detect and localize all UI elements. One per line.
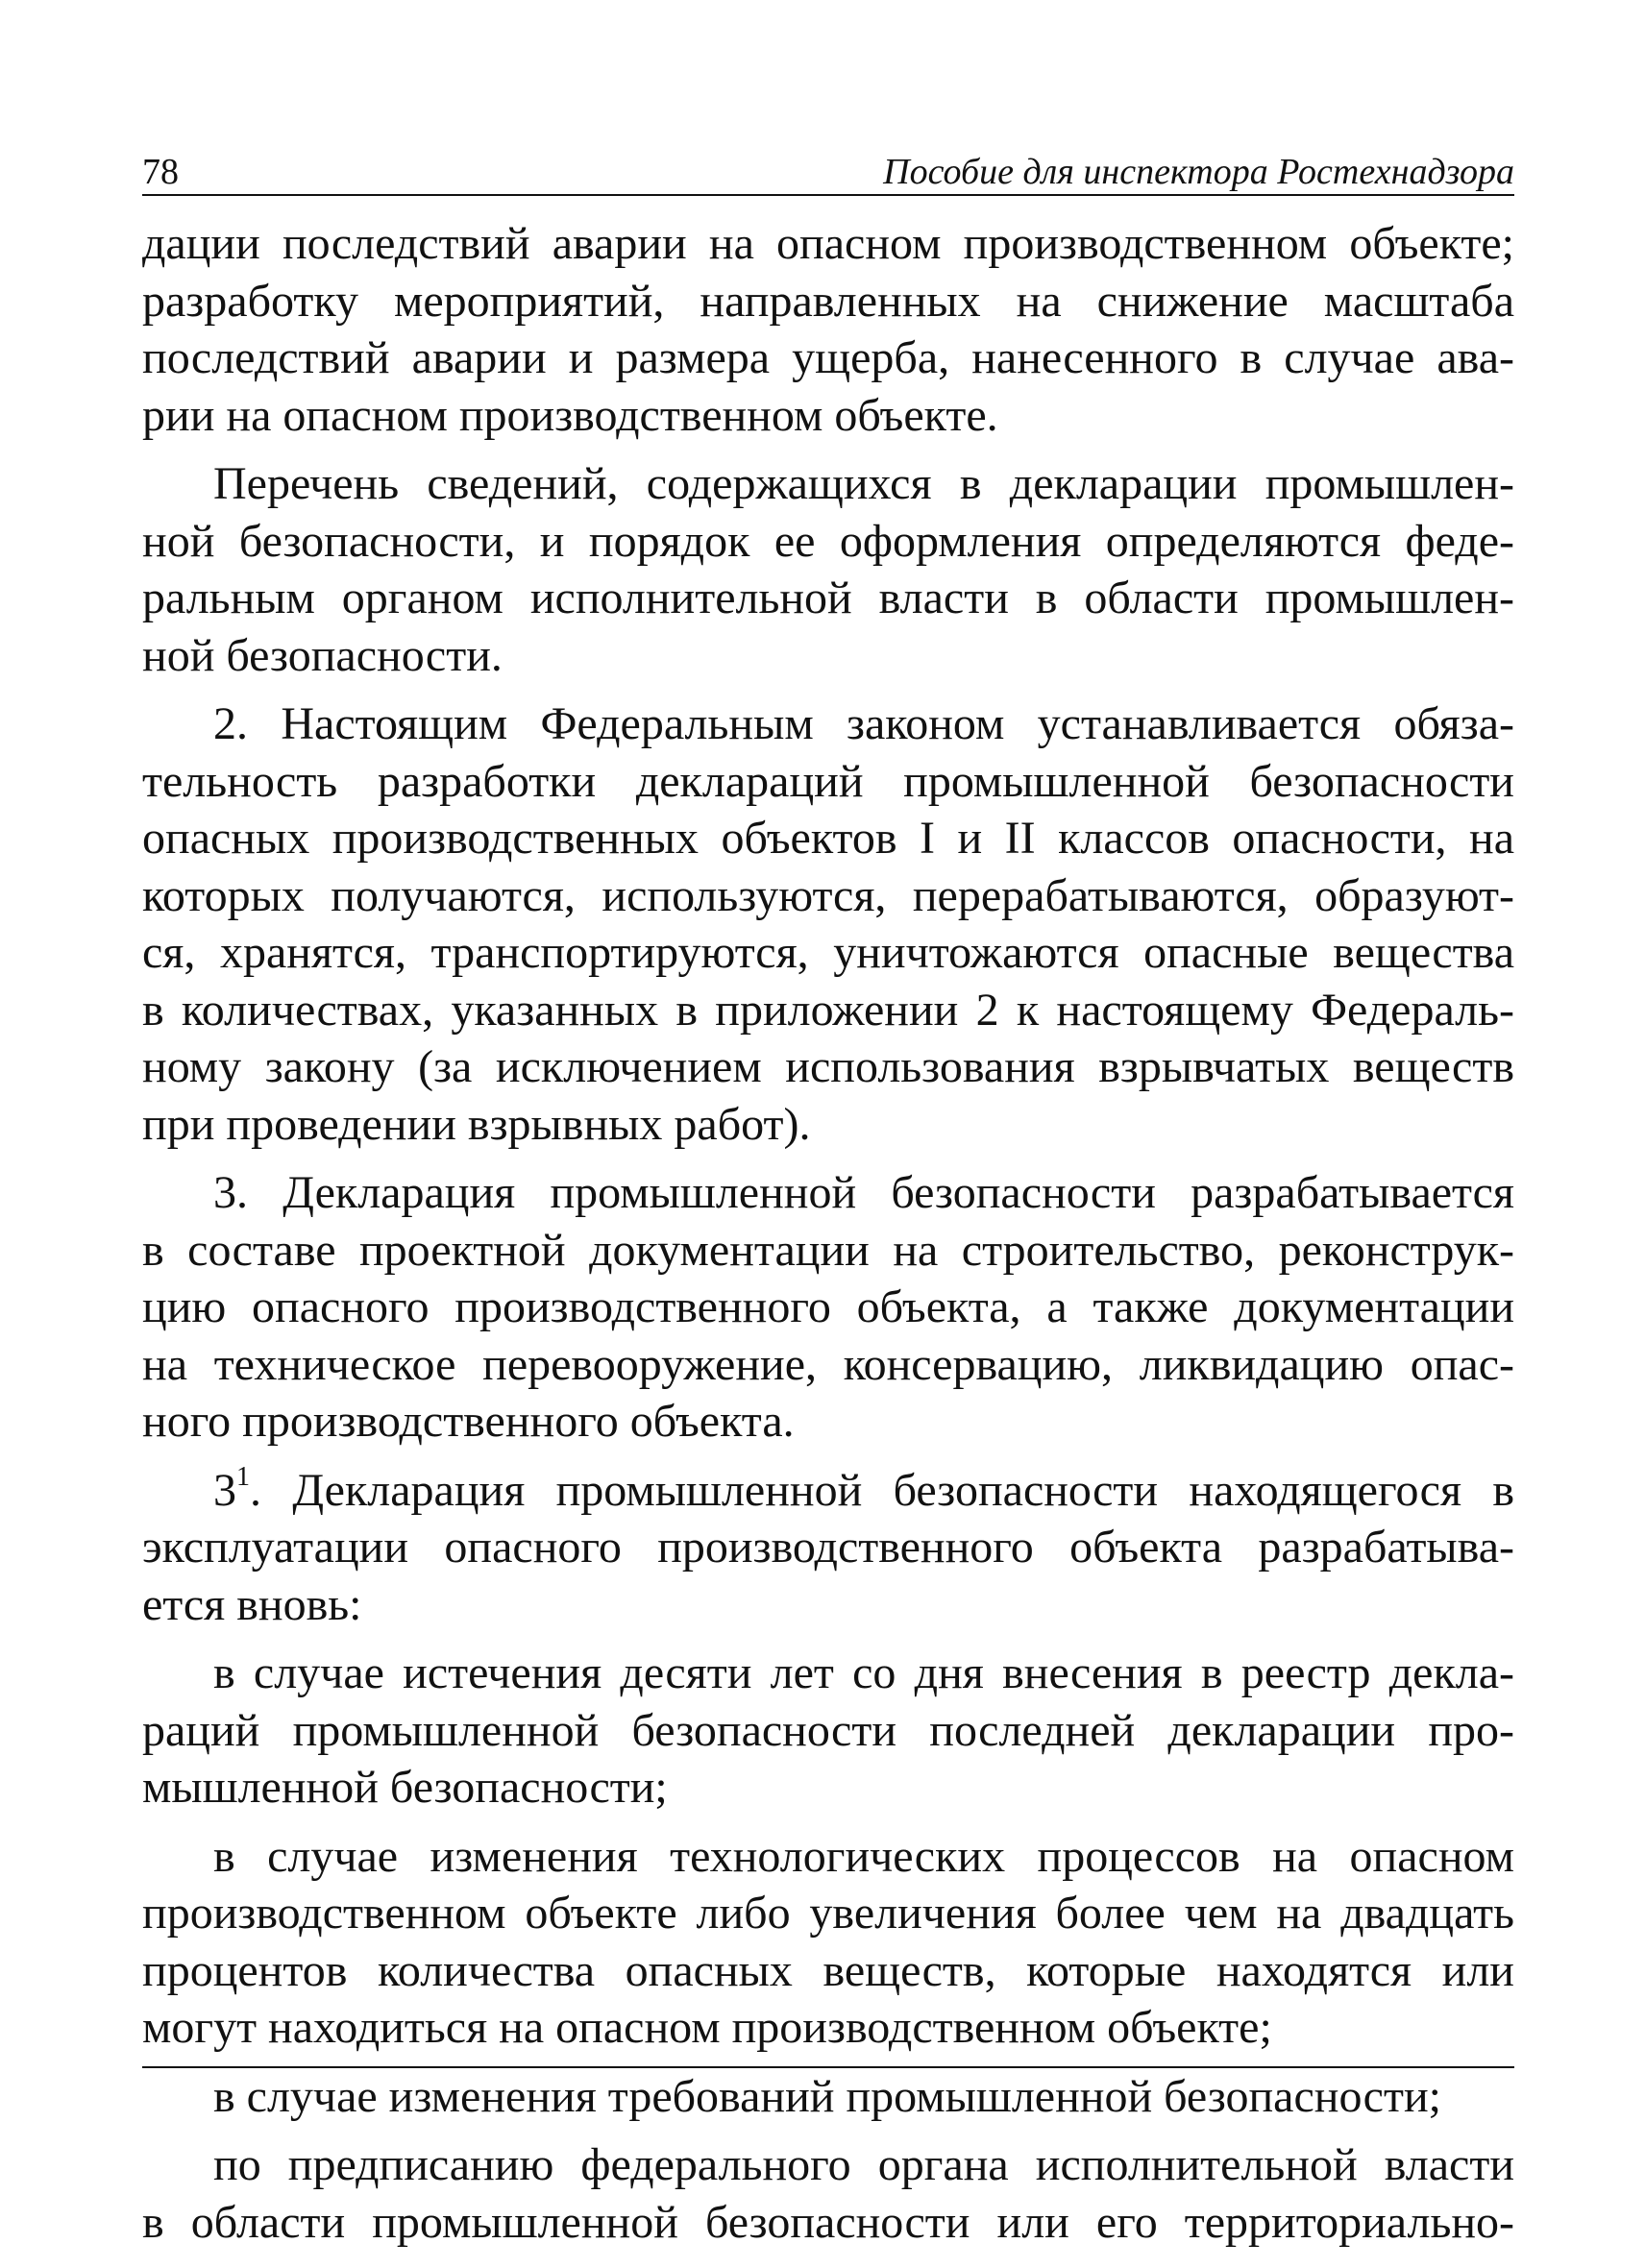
text-line: Перечень сведений, содержащихся в декларации промышлен-: [213, 458, 1514, 509]
text-line: 2. Настоящим Федеральным законом устанавливается обяза-: [213, 698, 1514, 749]
text-line: ральным органом исполнительной власти в области промышлен-: [142, 573, 1514, 623]
text-line: при проведении взрывных работ).: [142, 1098, 811, 1150]
text-line: в случае изменения требований промышленной безопасности;: [213, 2070, 1441, 2122]
text-line-rest: . Декларация промышленной безопасности находящегося в: [250, 1464, 1514, 1516]
text-line: последствий аварии и размера ущерба, нанесенного в случае ава-: [142, 332, 1514, 383]
text-line: в области промышленной безопасности или его территориально-: [142, 2196, 1514, 2248]
text-line: которых получаются, используются, перерабатываются, образуют-: [142, 869, 1514, 921]
text-line: производственном объекте либо увеличения более чем на двадцать: [142, 1888, 1514, 1939]
text-line: ного производственного объекта.: [142, 1396, 795, 1447]
text-line: рии на опасном производственном объекте.: [142, 389, 998, 441]
item-number: 3: [213, 1464, 236, 1516]
text-line-numbered: [142, 1462, 1514, 1520]
page-number: 78: [142, 152, 179, 192]
book-page: [142, 134, 1514, 2251]
text-line: ной безопасности.: [142, 629, 503, 681]
text-line: ется вновь:: [142, 1578, 362, 1630]
text-line: ной безопасности, и порядок ее оформления определяются феде-: [142, 515, 1514, 567]
running-title: Пособие для инспектора Ростехнадзора: [883, 152, 1514, 192]
item-superscript: 1: [236, 1461, 250, 1492]
text-line: процентов количества опасных веществ, которые находятся или: [142, 1944, 1514, 1996]
text-line: 3. Декларация промышленной безопасности разрабатывается: [213, 1167, 1514, 1218]
text-line: опасных производственных объектов I и II классов опасности, на: [142, 813, 1514, 864]
text-line: ному закону (за исключением использования взрывчатых веществ: [142, 1041, 1514, 1092]
body-text: [142, 215, 1514, 2251]
text-line: на техническое перевооружение, консервацию, ликвидацию опас-: [142, 1338, 1514, 1390]
text-line: мышленной безопасности;: [142, 1762, 668, 1813]
text-line: раций промышленной безопасности последней декларации про-: [142, 1704, 1514, 1756]
text-line: дации последствий аварии на опасном производственном объекте;: [142, 218, 1514, 269]
text-line: разработку мероприятий, направленных на снижение масштаба: [142, 275, 1514, 327]
text-line: в случае изменения технологических процессов на опасном: [213, 1830, 1514, 1882]
text-line: могут находиться на опасном производственном объекте;: [142, 2002, 1272, 2053]
text-line: по предписанию федерального органа исполнительной власти: [213, 2139, 1514, 2190]
text-line: тельность разработки деклараций промышленной безопасности: [142, 755, 1514, 807]
text-line: в случае истечения десяти лет со дня внесения в реестр декла-: [213, 1647, 1514, 1698]
running-header: [142, 134, 1514, 196]
text-line: эксплуатации опасного производственного объекта разрабатыва-: [142, 1522, 1514, 1573]
footer-rule: [142, 2066, 1514, 2068]
text-line: цию опасного производственного объекта, а также документации: [142, 1281, 1514, 1332]
text-line: ся, хранятся, транспортируются, уничтожаются опасные вещества: [142, 927, 1514, 978]
text-line: в количествах, указанных в приложении 2 к настоящему Федераль-: [142, 984, 1514, 1036]
text-line: в составе проектной документации на строительство, реконструк-: [142, 1224, 1514, 1276]
